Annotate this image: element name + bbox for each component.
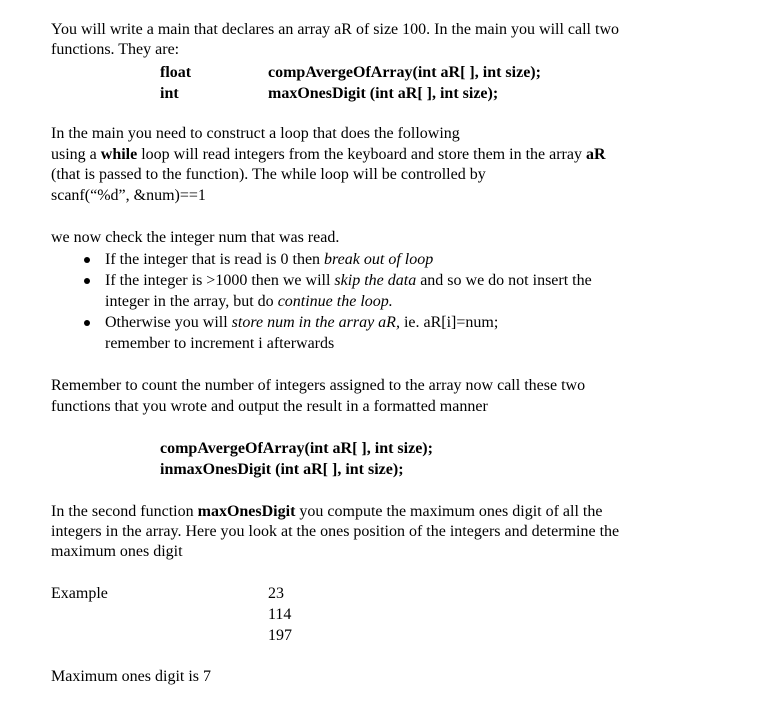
second-func-line-1 <box>51 502 602 522</box>
remember-line-1: Remember to count the number of integers assigned to the array now call these two <box>51 377 586 394</box>
bullet-item-2-cont <box>105 292 393 312</box>
bullet-text: Otherwise you will <box>105 314 232 331</box>
bullet-icon <box>84 278 90 284</box>
prototype-return-type: float <box>160 64 192 81</box>
bullet-item-2 <box>105 271 592 291</box>
loop-desc-line-3: (that is passed to the function). The while loop will be controlled by <box>51 166 486 183</box>
second-func-text: In the second function <box>51 503 198 520</box>
intro-line-2: functions. They are: <box>51 41 180 58</box>
bullet-text: integer in the array, but do <box>105 293 278 310</box>
bullet-text: and so we do not insert the <box>416 272 592 289</box>
second-func-line-3: maximum ones digit <box>51 543 183 560</box>
bullet-item-3-cont: remember to increment i afterwards <box>105 335 335 352</box>
bullet-emphasis: break out of loop <box>324 251 434 268</box>
bullet-item-3 <box>105 313 498 333</box>
example-value: 197 <box>268 627 292 644</box>
loop-desc-text: loop will read integers from the keyboard and store them in the array <box>137 146 586 163</box>
bullet-icon <box>84 257 90 263</box>
loop-desc-line-4: scanf(“%d”, &num)==1 <box>51 187 206 204</box>
example-label: Example <box>51 585 108 602</box>
keyword-while: while <box>100 146 138 163</box>
loop-desc-text: using a <box>51 146 101 163</box>
bullet-emphasis: skip the data <box>334 272 417 289</box>
example-value: 23 <box>268 585 284 602</box>
bullet-item-1 <box>105 250 433 270</box>
loop-desc-line-2 <box>51 145 606 165</box>
check-heading: we now check the integer num that was read. <box>51 229 340 246</box>
keyword-aR: aR <box>585 146 606 163</box>
intro-line-1: You will write a main that declares an array aR of size 100. In the main you will call two <box>51 21 619 38</box>
example-result: Maximum ones digit is 7 <box>51 668 211 685</box>
bullet-text: If the integer that is read is 0 then <box>105 251 325 268</box>
loop-desc-line-1: In the main you need to construct a loop that does the following <box>51 125 460 142</box>
second-func-text: you compute the maximum ones digit of all the <box>295 503 603 520</box>
prototype-return-type: int <box>160 85 179 102</box>
second-func-line-2: integers in the array. Here you look at the ones position of the integers and determine the <box>51 523 620 540</box>
bullet-emphasis: store num in the array aR, <box>231 314 400 331</box>
remember-line-2: functions that you wrote and output the result in a formatted manner <box>51 398 488 415</box>
prototype-signature: compAvergeOfArray(int aR[ ], int size); <box>268 64 541 81</box>
example-value: 114 <box>268 606 292 623</box>
bullet-text: ie. aR[i]=num; <box>399 314 499 331</box>
keyword-maxOnesDigit: maxOnesDigit <box>197 503 296 520</box>
bullet-emphasis: continue the loop. <box>277 293 393 310</box>
function-call-1: compAvergeOfArray(int aR[ ], int size); <box>160 440 433 457</box>
prototype-signature: maxOnesDigit (int aR[ ], int size); <box>268 85 499 102</box>
bullet-text: If the integer is >1000 then we will <box>105 272 335 289</box>
function-call-2: inmaxOnesDigit (int aR[ ], int size); <box>160 461 404 478</box>
bullet-icon <box>84 320 90 326</box>
